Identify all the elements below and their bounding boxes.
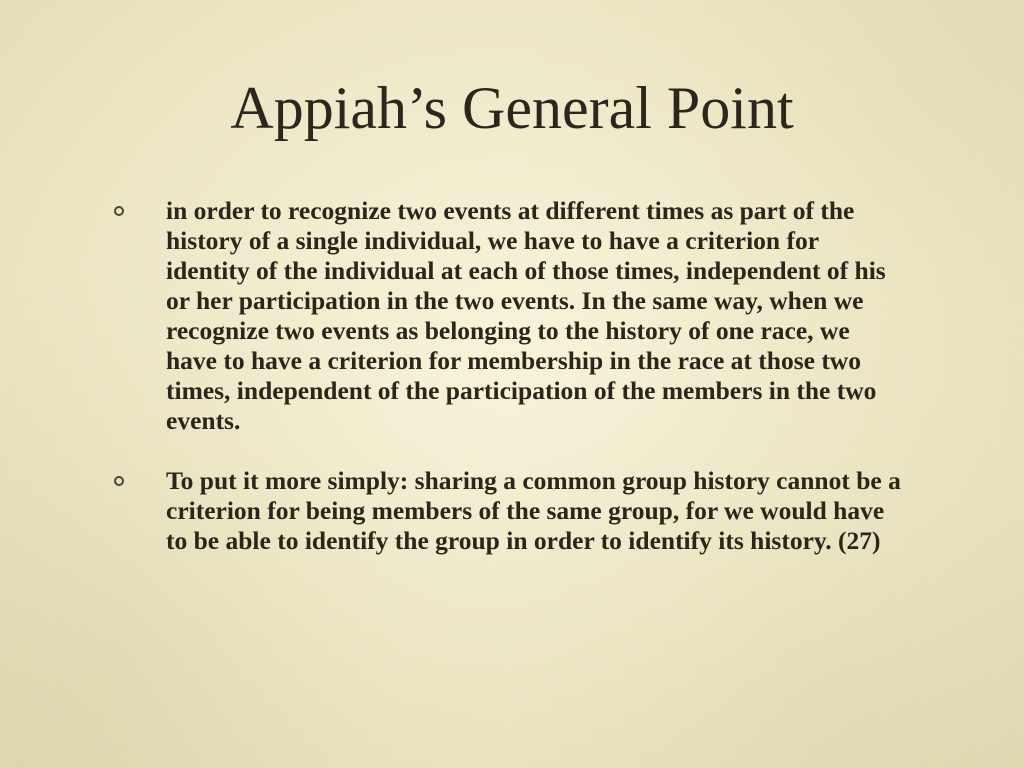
bullet-text: To put it more simply: sharing a common group history cannot be a criterion for being members of the same group, for we would have to be able to identify the group in order to identify its history. (27) <box>166 466 901 555</box>
bullet-list <box>112 196 902 586</box>
slide-title: Appiah’s General Point <box>230 75 794 141</box>
hollow-circle-bullet-icon <box>114 476 124 486</box>
hollow-circle-bullet-icon <box>114 206 124 216</box>
bullet-item <box>112 196 902 436</box>
bullet-text: in order to recognize two events at different times as part of the history of a single individual, we have to have a criterion for identity of the individual at each of those times, independent of his or her participation in the two events. In the same way, when we recognize two events as belonging to the history of one race, we have to have a criterion for membership in the race at those two times, independent of the participation of the members in the two events. <box>166 196 886 435</box>
bullet-item <box>112 466 902 556</box>
